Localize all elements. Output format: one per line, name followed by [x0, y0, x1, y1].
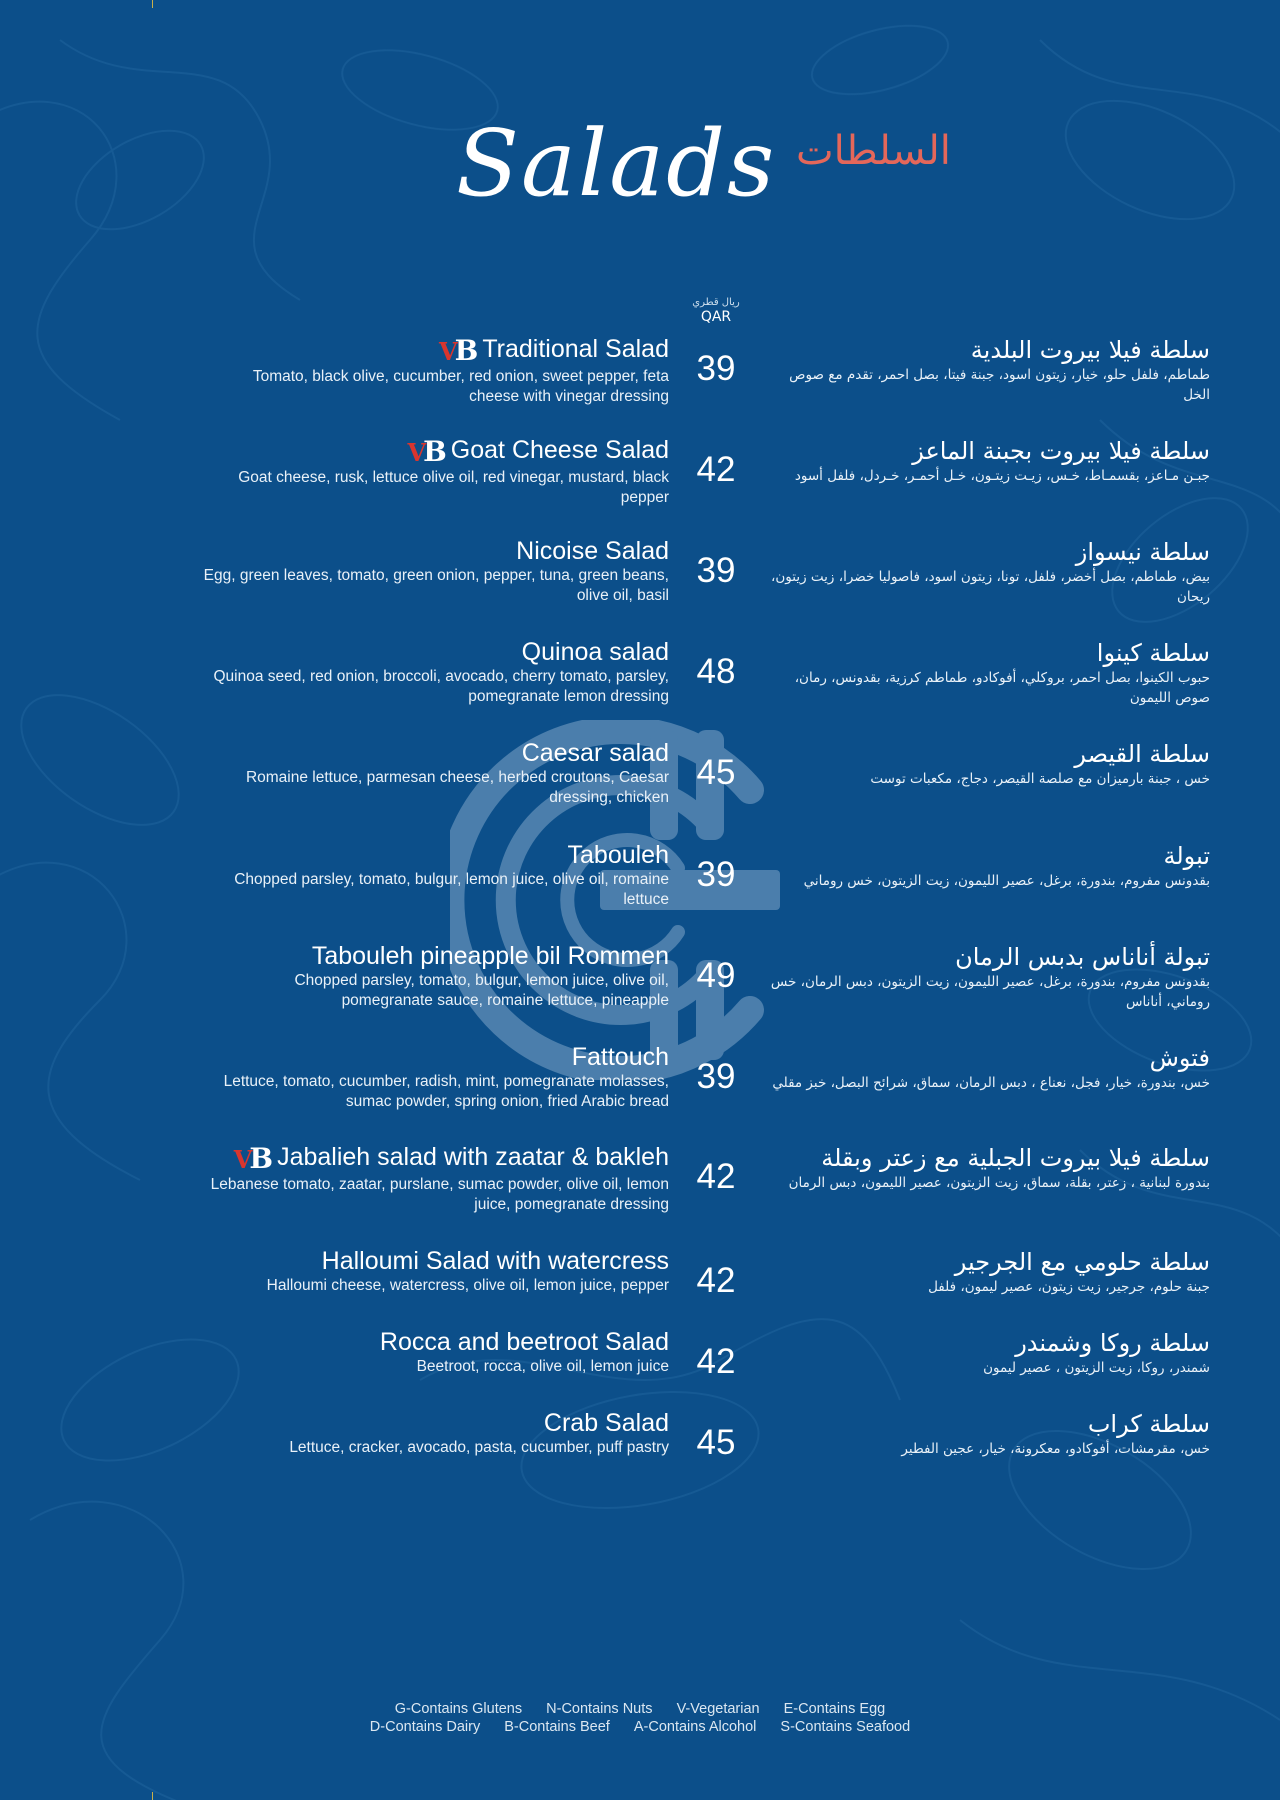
item-arabic [760, 335, 1210, 405]
item-english [199, 1043, 669, 1112]
item-arabic [760, 1409, 1210, 1459]
item-english [199, 942, 669, 1011]
item-price: 45 [696, 1423, 736, 1462]
logo-letter: V [407, 438, 427, 467]
page-title-arabic: السلطات [796, 128, 951, 174]
item-description-arabic: خس ، جبنة بارميزان مع صلصة القيصر، دجاج، مكعبات توست [870, 771, 1210, 787]
item-name [199, 638, 669, 666]
item-arabic [760, 841, 1210, 891]
item-price: 39 [696, 1057, 736, 1096]
item-arabic [760, 1143, 1210, 1193]
item-description: Egg, green leaves, tomato, green onion, pepper, tuna, green beans, olive oil, basil [203, 567, 669, 604]
item-arabic [760, 436, 1210, 486]
legend-row-2 [0, 1718, 1280, 1736]
item-name [199, 1143, 669, 1174]
item-price: 39 [696, 349, 736, 388]
item-english [199, 436, 669, 508]
legend-item: V-Vegetarian [676, 1701, 760, 1717]
item-arabic [760, 1043, 1210, 1093]
logo-letter: B [423, 435, 447, 468]
crop-mark-bottom [152, 1792, 153, 1800]
item-description-arabic: بقدونس مفروم، بندورة، برغل، عصير الليمون، زيت الزيتون، دبس الرمان، خس روماني، أناناس [770, 974, 1210, 1010]
item-arabic [760, 638, 1210, 708]
item-name-text: Quinoa salad [521, 638, 669, 666]
item-name-arabic: فتوش [1149, 1044, 1210, 1072]
item-name-arabic: سلطة القيصر [1074, 740, 1210, 768]
logo-letter: B [454, 334, 479, 367]
page-header [0, 110, 1280, 240]
item-english [199, 1143, 669, 1215]
item-name-arabic: سلطة كينوا [1096, 639, 1210, 667]
currency-label [676, 297, 756, 325]
item-description: Tomato, black olive, cucumber, red onion, sweet pepper, feta cheese with vinegar dressing [252, 368, 669, 405]
logo-letter: V [233, 1145, 253, 1174]
item-name [199, 1328, 669, 1356]
item-arabic [760, 739, 1210, 789]
item-name-arabic: سلطة فيلا بيروت البلدية [970, 336, 1210, 364]
item-name-text: Goat Cheese Salad [450, 436, 669, 464]
legend-item: S-Contains Seafood [780, 1719, 911, 1735]
item-description-arabic: طماطم، فلفل حلو، خيار، زيتون اسود، جبنة فيتا، بصل احمر، تقدم مع صوص الخل [789, 367, 1210, 403]
item-description-arabic: بيض، طماطم، بصل أخضر، فلفل، تونا، زيتون اسود، فاصوليا خضرا، زيت زيتون، ريحان [771, 569, 1210, 605]
item-english [199, 1247, 669, 1296]
item-english [199, 1409, 669, 1458]
item-name [199, 942, 669, 970]
villa-beirut-logo-icon [233, 1142, 274, 1175]
legend-row-1 [0, 1700, 1280, 1718]
item-name-text: Rocca and beetroot Salad [379, 1328, 669, 1356]
item-english [199, 537, 669, 606]
item-price: 42 [696, 1261, 736, 1300]
item-arabic [760, 942, 1210, 1012]
item-arabic [760, 537, 1210, 607]
item-description-arabic: جبـن مـاعز، بقسمـاط، خـس، زيـت زيتـون، خـل أحمـر، خـردل، فلفل أسود [794, 468, 1210, 484]
menu-item [0, 841, 1280, 931]
logo-letter: V [439, 337, 458, 366]
menu-item [0, 739, 1280, 829]
item-price: 39 [696, 855, 736, 894]
menu-item [0, 638, 1280, 728]
item-description-arabic: بقدونس مفروم، بندورة، برغل، عصير الليمون، زيت الزيتون، خس روماني [803, 873, 1210, 889]
item-description-arabic: خس، مقرمشات، أفوكادو، معكرونة، خيار، عجين الفطير [901, 1441, 1210, 1457]
currency-code: QAR [700, 309, 732, 325]
item-name-text: Halloumi Salad with watercress [321, 1247, 669, 1275]
item-name [199, 739, 669, 767]
item-name [199, 1409, 669, 1437]
item-description: Romaine lettuce, parmesan cheese, herbed croutons, Caesar dressing, chicken [245, 769, 669, 806]
menu-item [0, 1247, 1280, 1337]
page-title: Salads [456, 110, 777, 217]
logo-letter: B [249, 1142, 274, 1175]
item-name-text: Jabalieh salad with zaatar & bakleh [277, 1143, 669, 1171]
item-name [199, 436, 669, 467]
villa-beirut-logo-icon [407, 435, 447, 468]
legend-item: N-Contains Nuts [546, 1701, 653, 1717]
item-description-arabic: جبنة حلوم، جرجير، زيت زيتون، عصير ليمون، فلفل [928, 1279, 1210, 1295]
item-price: 42 [696, 1342, 736, 1381]
item-description: Goat cheese, rusk, lettuce olive oil, red vinegar, mustard, black pepper [238, 469, 669, 506]
item-price: 39 [696, 551, 736, 590]
item-name-arabic: سلطة كراب [1087, 1410, 1210, 1438]
menu-item [0, 335, 1280, 425]
item-name-text: Fattouch [571, 1043, 669, 1071]
legend-item: E-Contains Egg [783, 1701, 886, 1717]
item-price: 49 [696, 956, 736, 995]
item-name-arabic: تبولة أناناس بدبس الرمان [955, 943, 1210, 971]
item-name-arabic: سلطة حلومي مع الجرجير [954, 1248, 1210, 1276]
menu-item [0, 1409, 1280, 1499]
legend-item: A-Contains Alcohol [633, 1719, 757, 1735]
item-english [199, 335, 669, 407]
item-name [199, 335, 669, 366]
item-price: 42 [696, 1157, 736, 1196]
item-english [199, 638, 669, 707]
item-name-text: Crab Salad [543, 1409, 669, 1437]
crop-mark-top [152, 0, 153, 8]
item-name-text: Caesar salad [521, 739, 669, 767]
item-english [199, 739, 669, 808]
menu-item [0, 1043, 1280, 1133]
item-description: Quinoa seed, red onion, broccoli, avocado, cherry tomato, parsley, pomegranate lemon dressing [213, 668, 669, 705]
item-name-arabic: سلطة روكا وشمندر [1015, 1329, 1210, 1357]
legend-item: B-Contains Beef [504, 1719, 610, 1735]
item-price: 48 [696, 652, 736, 691]
menu-item [0, 1143, 1280, 1233]
item-description-arabic: خس، بندورة، خيار، فجل، نعناع ، دبس الرمان، سماق، شرائح البصل، خبز مقلي [772, 1075, 1210, 1091]
item-price: 45 [696, 753, 736, 792]
item-description: Beetroot, rocca, olive oil, lemon juice [416, 1358, 669, 1375]
item-description-arabic: شمندر، روكا، زيت الزيتون ، عصير ليمون [983, 1360, 1210, 1376]
item-description: Halloumi cheese, watercress, olive oil, lemon juice, pepper [266, 1277, 669, 1294]
item-price: 42 [696, 450, 736, 489]
item-name-arabic: سلطة فيلا بيروت بجبنة الماعز [912, 437, 1210, 465]
item-name-text: Traditional Salad [482, 335, 669, 363]
villa-beirut-logo-icon [439, 334, 479, 367]
item-english [199, 1328, 669, 1377]
item-description: Lebanese tomato, zaatar, purslane, sumac powder, olive oil, lemon juice, pomegranate dressing [210, 1176, 669, 1213]
menu-item [0, 436, 1280, 526]
menu-item [0, 1328, 1280, 1418]
item-description: Chopped parsley, tomato, bulgur, lemon juice, olive oil, romaine lettuce [234, 871, 669, 908]
item-english [199, 841, 669, 910]
item-description: Chopped parsley, tomato, bulgur, lemon juice, olive oil, pomegranate sauce, romaine lettuce, pineapple [294, 972, 669, 1009]
legend-item: D-Contains Dairy [369, 1719, 481, 1735]
item-name [199, 841, 669, 869]
item-name-arabic: سلطة نيسواز [1075, 538, 1210, 566]
item-arabic [760, 1328, 1210, 1378]
item-description: Lettuce, tomato, cucumber, radish, mint, pomegranate molasses, sumac powder, spring onion, fried Arabic bread [223, 1073, 669, 1110]
menu-item [0, 942, 1280, 1032]
item-name-text: Tabouleh pineapple bil Rommen [311, 942, 669, 970]
item-description-arabic: بندورة لبنانية ، زعتر، بقلة، سماق، زيت الزيتون، عصير الليمون، دبس الرمان [788, 1175, 1210, 1191]
item-name-arabic: تبولة [1163, 842, 1210, 870]
allergen-legend [0, 1700, 1280, 1736]
currency-arabic: ريال قطري [692, 297, 740, 308]
item-description: Lettuce, cracker, avocado, pasta, cucumber, puff pastry [289, 1439, 669, 1456]
legend-item: G-Contains Glutens [394, 1701, 523, 1717]
item-description-arabic: حبوب الكينوا، بصل احمر، بروكلي، أفوكادو، طماطم كرزية، بقدونس، رمان، صوص الليمون [794, 670, 1210, 706]
item-name [199, 1247, 669, 1275]
item-name-arabic: سلطة فيلا بيروت الجبلية مع زعتر وبقلة [821, 1144, 1210, 1172]
item-name [199, 537, 669, 565]
item-name-text: Tabouleh [567, 841, 669, 869]
item-name-text: Nicoise Salad [516, 537, 669, 565]
item-arabic [760, 1247, 1210, 1297]
item-name [199, 1043, 669, 1071]
menu-item [0, 537, 1280, 627]
